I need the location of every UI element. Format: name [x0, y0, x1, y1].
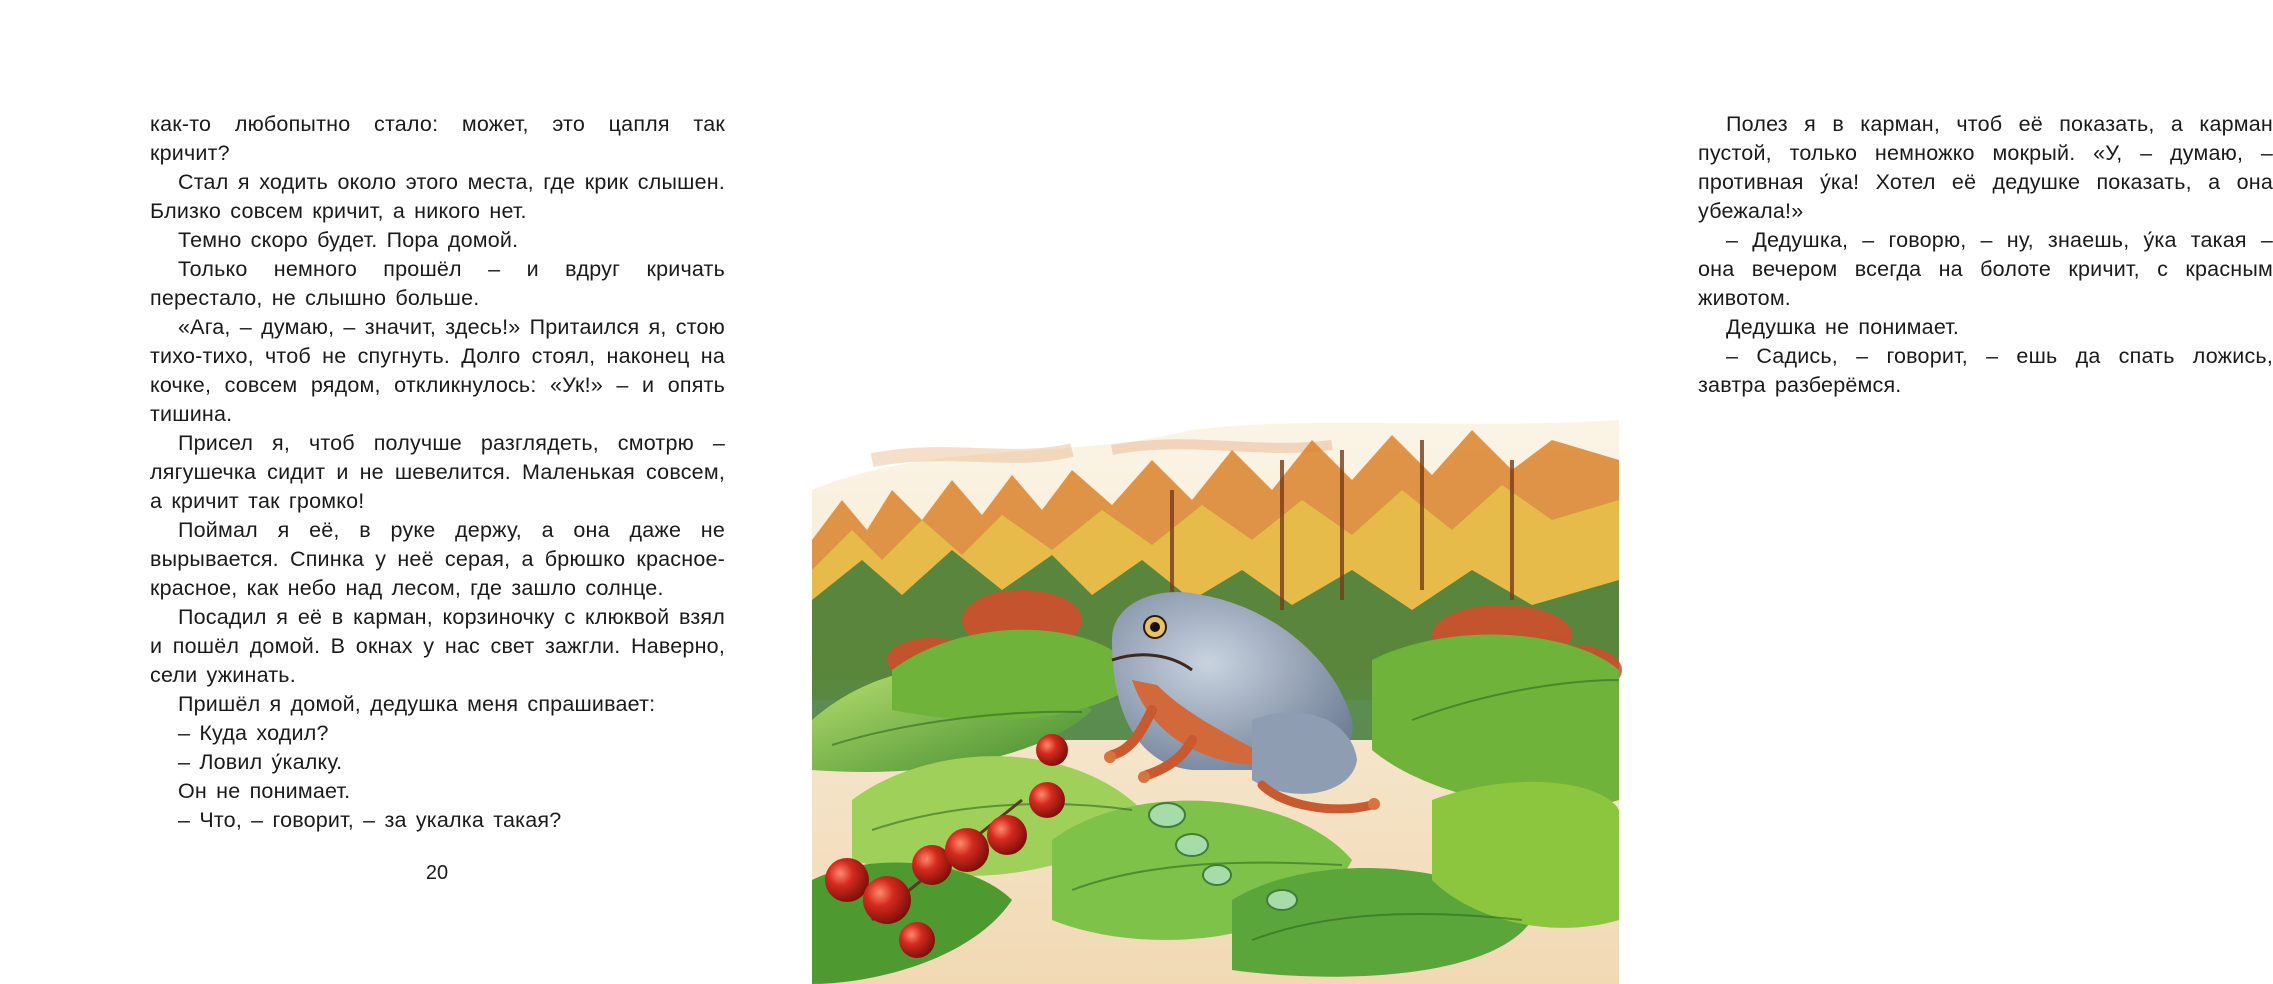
frog-illustration — [812, 420, 1619, 984]
paragraph: Дедушка не понимает. — [1726, 315, 1960, 339]
paragraph: Пришёл я домой, дедушка меня спрашивает: — [178, 692, 656, 716]
left-page — [0, 0, 800, 984]
paragraph: Темно скоро будет. Пора домой. — [178, 228, 519, 252]
paragraph: Он не понимает. — [178, 779, 351, 803]
paragraph: – Дедушка, – говорю, – ну, знаешь, у́ка такая – она вечером всегда на болоте кричит, с красным животом. — [1698, 228, 2273, 310]
paragraph: – Куда ходил? — [178, 721, 329, 745]
paragraph: – Садись, – говорит, – ешь да спать ложись, завтра разберёмся. — [1698, 344, 2273, 397]
paragraph: – Ловил у́калку. — [178, 750, 343, 774]
paragraph: – Что, – говорит, – за укалка такая? — [178, 808, 562, 832]
paragraph: как-то любопытно стало: может, это цапля так кричит? — [150, 112, 725, 165]
paragraph: Стал я ходить около этого места, где крик слышен. Близко совсем кричит, а никого нет. — [150, 170, 725, 223]
paragraph: Полез я в карман, чтоб её показать, а карман пустой, только немножко мокрый. «У, – думаю, – противная у́ка! Хотел её дедушке показать, а она убежала!» — [1698, 112, 2273, 223]
paragraph: Поймал я её, в руке держу, а она даже не вырывается. Спинка у неё серая, а брюшко красное-красное, как небо над лесом, где зашло солнце. — [150, 518, 725, 600]
left-text-column — [150, 110, 725, 835]
paragraph: «Ага, – думаю, – значит, здесь!» Притаился я, стою тихо-тихо, чтоб не спугнуть. Долго стоял, наконец на кочке, совсем рядом, откликнулось: «Ук!» – и опять тишина. — [150, 315, 725, 426]
paragraph: Посадил я её в карман, корзиночку с клюквой взял и пошёл домой. В окнах у нас свет зажгли. Наверно, сели ужинать. — [150, 605, 725, 687]
right-text-column — [1698, 110, 2273, 400]
paragraph: Только немного прошёл – и вдруг кричать перестало, не слышно больше. — [150, 257, 725, 310]
paragraph: Присел я, чтоб получше разглядеть, смотрю – лягушечка сидит и не шевелится. Маленькая совсем, а кричит так громко! — [150, 431, 725, 513]
page-number: 20 — [425, 862, 449, 884]
